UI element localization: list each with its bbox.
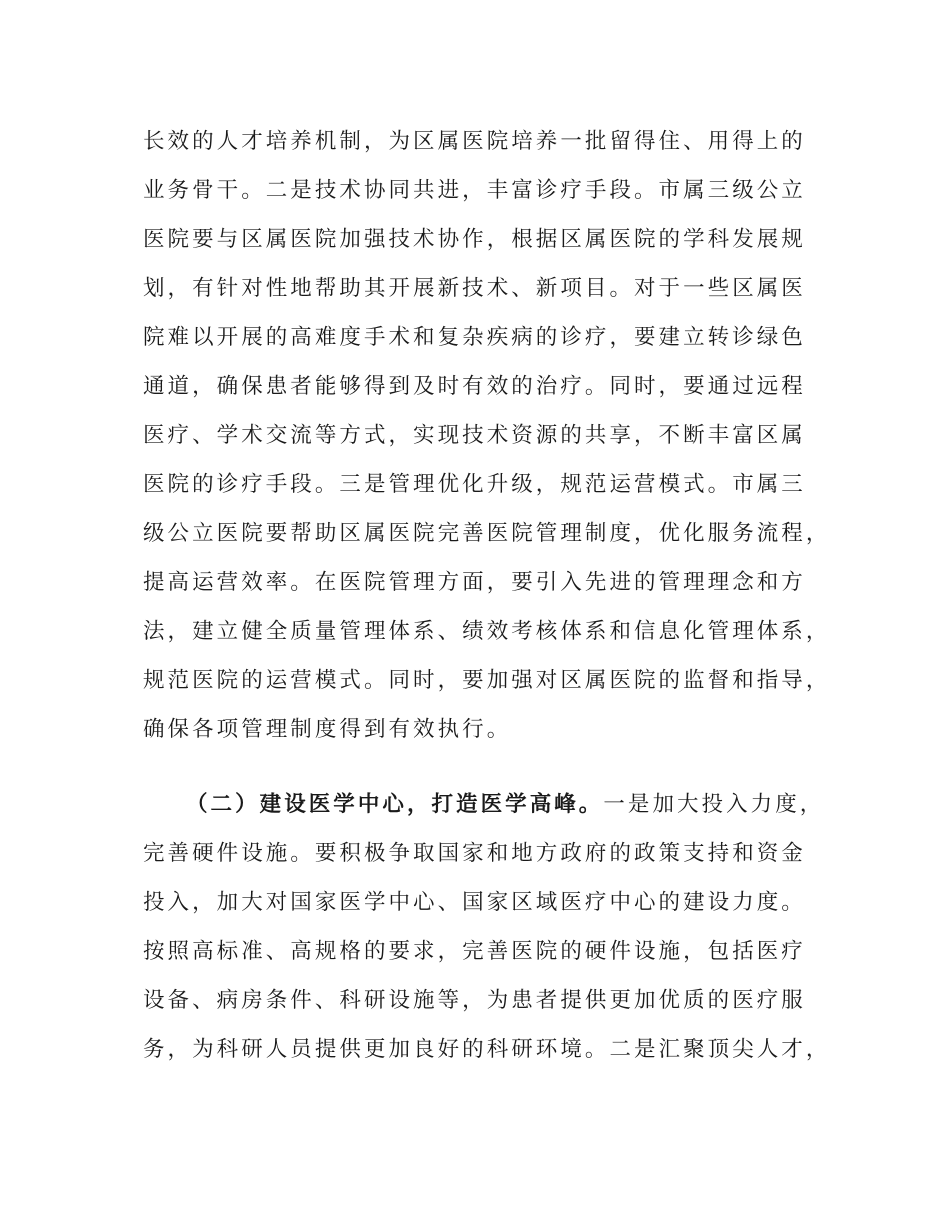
section-first-line-text: 一是加大投入力度， <box>603 792 825 817</box>
paragraph-line: 设备、病房条件、科研设施等，为患者提供更加优质的医疗服 <box>143 988 806 1013</box>
paragraph-line: 医疗、学术交流等方式，实现技术资源的共享，不断丰富区属 <box>143 423 806 448</box>
paragraph-line: 长效的人才培养机制，为区属医院培养一批留得住、用得上的 <box>143 129 806 154</box>
paragraph-line: 提高运营效率。在医院管理方面，要引入先进的管理理念和方 <box>143 570 806 595</box>
paragraph-line: 法，建立健全质量管理体系、绩效考核体系和信息化管理体系， <box>143 619 831 644</box>
paragraph-line: 规范医院的运营模式。同时，要加强对区属医院的监督和指导， <box>143 668 831 693</box>
paragraph-line: 医院要与区属医院加强技术协作，根据区属医院的学科发展规 <box>143 227 806 252</box>
paragraph-line: 投入，加大对国家医学中心、国家区域医疗中心的建设力度。 <box>143 890 806 915</box>
paragraph-line: 业务骨干。二是技术协同共进，丰富诊疗手段。市属三级公立 <box>143 178 806 203</box>
paragraph-line: 级公立医院要帮助区属医院完善医院管理制度，优化服务流程， <box>143 521 831 546</box>
paragraph-line: 通道，确保患者能够得到及时有效的治疗。同时，要通过远程 <box>143 374 806 399</box>
paragraph-line: 院难以开展的高难度手术和复杂疾病的诊疗，要建立转诊绿色 <box>143 325 806 350</box>
section-first-line <box>186 790 824 820</box>
paragraph-line: 划，有针对性地帮助其开展新技术、新项目。对于一些区属医 <box>143 276 806 301</box>
paragraph-line: 医院的诊疗手段。三是管理优化升级，规范运营模式。市属三 <box>143 472 806 497</box>
section-heading: （二）建设医学中心，打造医学高峰。 <box>186 792 604 817</box>
paragraph-line: 确保各项管理制度得到有效执行。 <box>143 717 512 742</box>
paragraph-line: 按照高标准、高规格的要求，完善医院的硬件设施，包括医疗 <box>143 939 806 964</box>
paragraph-line: 务，为科研人员提供更加良好的科研环境。二是汇聚顶尖人才， <box>143 1037 831 1062</box>
paragraph-line: 完善硬件设施。要积极争取国家和地方政府的政策支持和资金 <box>143 841 806 866</box>
